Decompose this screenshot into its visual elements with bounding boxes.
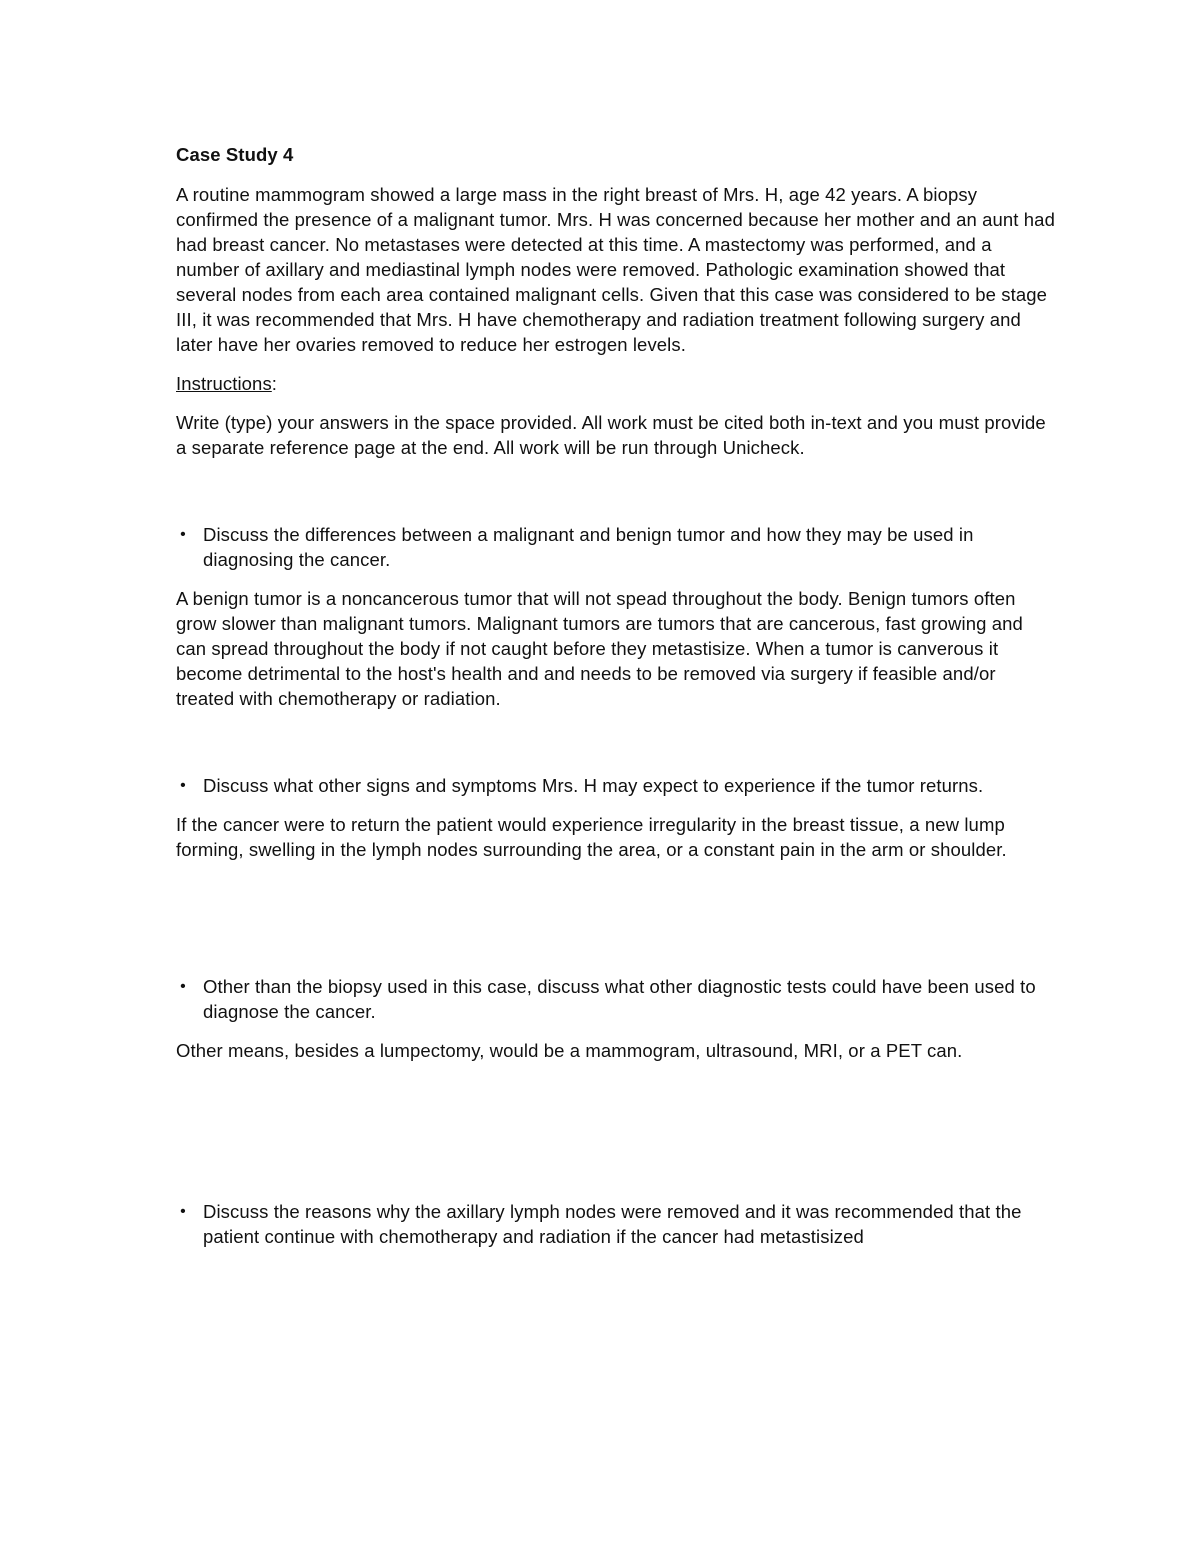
question-list-1 (176, 522, 1056, 572)
instructions-colon: : (271, 373, 278, 394)
case-description: A routine mammogram showed a large mass in the right breast of Mrs. H, age 42 years. A biopsy confirmed the presence of a malignant tumor. Mrs. H was concerned because her mother and an aunt had had breast cancer. No metastases were detected at this time. A mastectomy was performed, and a number of axillary and mediastinal lymph nodes were removed. Pathologic examination showed that several nodes from each area contained malignant cells. Given that this case was considered to be stage III, it was recommended that Mrs. H have chemotherapy and radiation treatment following surgery and later have her ovaries removed to reduce her estrogen levels. (176, 184, 1055, 355)
bullet-icon: • (180, 526, 186, 543)
question-text-3: Other than the biopsy used in this case, discuss what other diagnostic tests could have been used to diagnose the cancer. (203, 976, 1036, 1022)
answer-text-3: Other means, besides a lumpectomy, would be a mammogram, ultrasound, MRI, or a PET can. (176, 1040, 963, 1061)
question-list-2 (176, 773, 1056, 798)
case-study-title: Case Study 4 (176, 144, 294, 165)
bullet-icon: • (180, 978, 186, 995)
instructions-text: Write (type) your answers in the space provided. All work must be cited both in-text and you must provide a separate reference page at the end. All work will be run through Unicheck. (176, 412, 1046, 458)
question-item-3 (176, 974, 1056, 1024)
question-text-1: Discuss the differences between a malignant and benign tumor and how they may be used in diagnosing the cancer. (203, 524, 974, 570)
question-item-2 (176, 773, 1056, 798)
spacer (176, 474, 1056, 522)
instructions-label: Instructions (176, 373, 272, 394)
question-list-4 (176, 1199, 1056, 1249)
question-list-3 (176, 974, 1056, 1024)
spacer (176, 725, 1056, 773)
spacer (176, 876, 1056, 974)
answer-text-1: A benign tumor is a noncancerous tumor that will not spead throughout the body. Benign tumors often grow slower than malignant tumors. Malignant tumors are tumors that are cancerous, fast growing and can spread throughout the body if not caught before they metastisize. When a tumor is canverous it become detrimental to the host's health and and needs to be removed via surgery if feasible and/or treated with chemotherapy or radiation. (176, 588, 1023, 709)
answer-text-2: If the cancer were to return the patient would experience irregularity in the breast tissue, a new lump forming, swelling in the lymph nodes surrounding the area, or a constant pain in the arm or shoulder. (176, 814, 1007, 860)
spacer (176, 1077, 1056, 1199)
bullet-icon: • (180, 777, 186, 794)
question-item-1 (176, 522, 1056, 572)
question-item-4 (176, 1199, 1056, 1249)
question-text-4: Discuss the reasons why the axillary lymph nodes were removed and it was recommended that the patient continue with chemotherapy and radiation if the cancer had metastisized (203, 1201, 1022, 1247)
instructions-heading (176, 371, 1056, 396)
bullet-icon: • (180, 1203, 186, 1220)
question-text-2: Discuss what other signs and symptoms Mrs. H may expect to experience if the tumor returns. (203, 775, 984, 796)
document-body (176, 142, 1056, 1263)
